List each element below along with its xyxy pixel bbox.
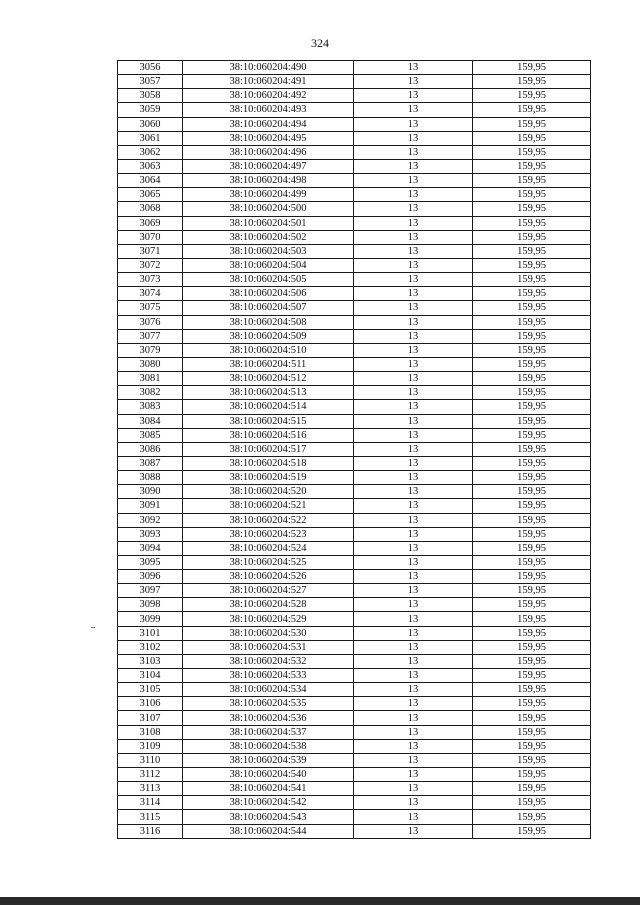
table-row (118, 640, 591, 654)
row-number-cell: 3073 (118, 273, 183, 287)
row-number-cell: 3082 (118, 386, 183, 400)
quantity-cell: 13 (354, 145, 473, 159)
value-cell: 159,95 (473, 386, 591, 400)
quantity-cell: 13 (354, 824, 473, 838)
quantity-cell: 13 (354, 527, 473, 541)
quantity-cell: 13 (354, 372, 473, 386)
table-row (118, 159, 591, 173)
cadastral-number-cell: 38:10:060204:529 (183, 612, 354, 626)
quantity-cell: 13 (354, 89, 473, 103)
table-row (118, 103, 591, 117)
row-number-cell: 3062 (118, 145, 183, 159)
row-number-cell: 3092 (118, 513, 183, 527)
value-cell: 159,95 (473, 584, 591, 598)
quantity-cell: 13 (354, 61, 473, 75)
table-row (118, 315, 591, 329)
quantity-cell: 13 (354, 768, 473, 782)
value-cell: 159,95 (473, 103, 591, 117)
table-row (118, 244, 591, 258)
quantity-cell: 13 (354, 386, 473, 400)
value-cell: 159,95 (473, 329, 591, 343)
quantity-cell: 13 (354, 202, 473, 216)
row-number-cell: 3108 (118, 725, 183, 739)
table-row (118, 768, 591, 782)
table-row (118, 485, 591, 499)
cadastral-number-cell: 38:10:060204:523 (183, 527, 354, 541)
table-row (118, 329, 591, 343)
table-row (118, 428, 591, 442)
value-cell: 159,95 (473, 598, 591, 612)
table-row (118, 414, 591, 428)
value-cell: 159,95 (473, 442, 591, 456)
value-cell: 159,95 (473, 145, 591, 159)
table-body (118, 61, 591, 839)
row-number-cell: 3094 (118, 541, 183, 555)
table-row (118, 442, 591, 456)
quantity-cell: 13 (354, 612, 473, 626)
quantity-cell: 13 (354, 697, 473, 711)
table-row (118, 117, 591, 131)
quantity-cell: 13 (354, 570, 473, 584)
cadastral-number-cell: 38:10:060204:507 (183, 301, 354, 315)
value-cell: 159,95 (473, 343, 591, 357)
table-row (118, 89, 591, 103)
cadastral-number-cell: 38:10:060204:493 (183, 103, 354, 117)
value-cell: 159,95 (473, 626, 591, 640)
value-cell: 159,95 (473, 669, 591, 683)
row-number-cell: 3109 (118, 739, 183, 753)
table-row (118, 372, 591, 386)
value-cell: 159,95 (473, 796, 591, 810)
quantity-cell: 13 (354, 273, 473, 287)
cadastral-number-cell: 38:10:060204:519 (183, 471, 354, 485)
row-number-cell: 3086 (118, 442, 183, 456)
row-number-cell: 3061 (118, 131, 183, 145)
value-cell: 159,95 (473, 400, 591, 414)
row-number-cell: 3110 (118, 753, 183, 767)
cadastral-number-cell: 38:10:060204:508 (183, 315, 354, 329)
value-cell: 159,95 (473, 570, 591, 584)
table-row (118, 75, 591, 89)
cadastral-number-cell: 38:10:060204:516 (183, 428, 354, 442)
table-row (118, 654, 591, 668)
row-number-cell: 3069 (118, 216, 183, 230)
row-number-cell: 3081 (118, 372, 183, 386)
table-row (118, 386, 591, 400)
row-number-cell: 3080 (118, 357, 183, 371)
row-number-cell: 3056 (118, 61, 183, 75)
table-row (118, 273, 591, 287)
cadastral-number-cell: 38:10:060204:490 (183, 61, 354, 75)
value-cell: 159,95 (473, 428, 591, 442)
cadastral-number-cell: 38:10:060204:534 (183, 683, 354, 697)
row-number-cell: 3083 (118, 400, 183, 414)
quantity-cell: 13 (354, 428, 473, 442)
cadastral-number-cell: 38:10:060204:512 (183, 372, 354, 386)
table-row (118, 499, 591, 513)
value-cell: 159,95 (473, 159, 591, 173)
cadastral-number-cell: 38:10:060204:511 (183, 357, 354, 371)
row-number-cell: 3065 (118, 188, 183, 202)
row-number-cell: 3112 (118, 768, 183, 782)
table-row (118, 258, 591, 272)
quantity-cell: 13 (354, 117, 473, 131)
quantity-cell: 13 (354, 584, 473, 598)
value-cell: 159,95 (473, 315, 591, 329)
quantity-cell: 13 (354, 711, 473, 725)
table-row (118, 612, 591, 626)
table-row (118, 711, 591, 725)
quantity-cell: 13 (354, 357, 473, 371)
value-cell: 159,95 (473, 230, 591, 244)
value-cell: 159,95 (473, 75, 591, 89)
cadastral-number-cell: 38:10:060204:496 (183, 145, 354, 159)
row-number-cell: 3084 (118, 414, 183, 428)
table-row (118, 541, 591, 555)
row-number-cell: 3068 (118, 202, 183, 216)
table-row (118, 131, 591, 145)
row-number-cell: 3104 (118, 669, 183, 683)
table-row (118, 456, 591, 470)
table-row (118, 739, 591, 753)
value-cell: 159,95 (473, 89, 591, 103)
table-row (118, 61, 591, 75)
row-number-cell: 3057 (118, 75, 183, 89)
row-number-cell: 3095 (118, 555, 183, 569)
table-row (118, 287, 591, 301)
quantity-cell: 13 (354, 174, 473, 188)
cadastral-number-cell: 38:10:060204:526 (183, 570, 354, 584)
cadastral-number-cell: 38:10:060204:543 (183, 810, 354, 824)
cadastral-number-cell: 38:10:060204:510 (183, 343, 354, 357)
row-number-cell: 3059 (118, 103, 183, 117)
value-cell: 159,95 (473, 697, 591, 711)
cadastral-number-cell: 38:10:060204:499 (183, 188, 354, 202)
row-number-cell: 3103 (118, 654, 183, 668)
quantity-cell: 13 (354, 499, 473, 513)
table-row (118, 202, 591, 216)
row-number-cell: 3074 (118, 287, 183, 301)
row-number-cell: 3113 (118, 782, 183, 796)
table-row (118, 669, 591, 683)
row-number-cell: 3114 (118, 796, 183, 810)
value-cell: 159,95 (473, 216, 591, 230)
value-cell: 159,95 (473, 174, 591, 188)
value-cell: 159,95 (473, 527, 591, 541)
cadastral-number-cell: 38:10:060204:504 (183, 258, 354, 272)
value-cell: 159,95 (473, 683, 591, 697)
value-cell: 159,95 (473, 61, 591, 75)
row-number-cell: 3075 (118, 301, 183, 315)
page-number: 324 (311, 36, 329, 50)
value-cell: 159,95 (473, 824, 591, 838)
cadastral-number-cell: 38:10:060204:544 (183, 824, 354, 838)
cadastral-number-cell: 38:10:060204:492 (183, 89, 354, 103)
cadastral-number-cell: 38:10:060204:540 (183, 768, 354, 782)
quantity-cell: 13 (354, 471, 473, 485)
value-cell: 159,95 (473, 202, 591, 216)
value-cell: 159,95 (473, 244, 591, 258)
quantity-cell: 13 (354, 343, 473, 357)
table-row (118, 570, 591, 584)
cadastral-number-cell: 38:10:060204:506 (183, 287, 354, 301)
row-number-cell: 3099 (118, 612, 183, 626)
cadastral-number-cell: 38:10:060204:532 (183, 654, 354, 668)
cadastral-number-cell: 38:10:060204:500 (183, 202, 354, 216)
row-number-cell: 3076 (118, 315, 183, 329)
table-row (118, 230, 591, 244)
table-row (118, 343, 591, 357)
cadastral-number-cell: 38:10:060204:525 (183, 555, 354, 569)
cadastral-number-cell: 38:10:060204:537 (183, 725, 354, 739)
cadastral-number-cell: 38:10:060204:505 (183, 273, 354, 287)
row-number-cell: 3077 (118, 329, 183, 343)
quantity-cell: 13 (354, 244, 473, 258)
row-number-cell: 3106 (118, 697, 183, 711)
row-number-cell: 3079 (118, 343, 183, 357)
quantity-cell: 13 (354, 782, 473, 796)
row-number-cell: 3093 (118, 527, 183, 541)
row-number-cell: 3097 (118, 584, 183, 598)
quantity-cell: 13 (354, 541, 473, 555)
quantity-cell: 13 (354, 103, 473, 117)
quantity-cell: 13 (354, 329, 473, 343)
cadastral-number-cell: 38:10:060204:501 (183, 216, 354, 230)
table-row (118, 796, 591, 810)
value-cell: 159,95 (473, 612, 591, 626)
value-cell: 159,95 (473, 471, 591, 485)
table-row (118, 188, 591, 202)
value-cell: 159,95 (473, 372, 591, 386)
row-number-cell: 3091 (118, 499, 183, 513)
cadastral-number-cell: 38:10:060204:495 (183, 131, 354, 145)
row-number-cell: 3116 (118, 824, 183, 838)
row-number-cell: 3072 (118, 258, 183, 272)
row-number-cell: 3088 (118, 471, 183, 485)
quantity-cell: 13 (354, 654, 473, 668)
cadastral-number-cell: 38:10:060204:509 (183, 329, 354, 343)
table-row (118, 810, 591, 824)
quantity-cell: 13 (354, 626, 473, 640)
cadastral-number-cell: 38:10:060204:538 (183, 739, 354, 753)
quantity-cell: 13 (354, 485, 473, 499)
quantity-cell: 13 (354, 725, 473, 739)
row-number-cell: 3107 (118, 711, 183, 725)
cadastral-number-cell: 38:10:060204:530 (183, 626, 354, 640)
table-row (118, 174, 591, 188)
table-row (118, 626, 591, 640)
quantity-cell: 13 (354, 75, 473, 89)
quantity-cell: 13 (354, 400, 473, 414)
quantity-cell: 13 (354, 216, 473, 230)
quantity-cell: 13 (354, 159, 473, 173)
table-row (118, 782, 591, 796)
cadastral-number-cell: 38:10:060204:503 (183, 244, 354, 258)
quantity-cell: 13 (354, 669, 473, 683)
table-row (118, 598, 591, 612)
table-row (118, 513, 591, 527)
value-cell: 159,95 (473, 414, 591, 428)
row-number-cell: 3098 (118, 598, 183, 612)
cadastral-number-cell: 38:10:060204:497 (183, 159, 354, 173)
cadastral-number-cell: 38:10:060204:528 (183, 598, 354, 612)
cadastral-number-cell: 38:10:060204:524 (183, 541, 354, 555)
quantity-cell: 13 (354, 640, 473, 654)
value-cell: 159,95 (473, 485, 591, 499)
quantity-cell: 13 (354, 188, 473, 202)
quantity-cell: 13 (354, 739, 473, 753)
value-cell: 159,95 (473, 640, 591, 654)
cadastral-number-cell: 38:10:060204:520 (183, 485, 354, 499)
table-row (118, 400, 591, 414)
row-number-cell: 3105 (118, 683, 183, 697)
table-row (118, 555, 591, 569)
row-number-cell: 3071 (118, 244, 183, 258)
cadastral-number-cell: 38:10:060204:514 (183, 400, 354, 414)
value-cell: 159,95 (473, 287, 591, 301)
row-number-cell: 3060 (118, 117, 183, 131)
row-number-cell: 3058 (118, 89, 183, 103)
value-cell: 159,95 (473, 499, 591, 513)
cadastral-number-cell: 38:10:060204:536 (183, 711, 354, 725)
table-row (118, 216, 591, 230)
value-cell: 159,95 (473, 541, 591, 555)
table-row (118, 584, 591, 598)
value-cell: 159,95 (473, 782, 591, 796)
table-row (118, 527, 591, 541)
quantity-cell: 13 (354, 315, 473, 329)
value-cell: 159,95 (473, 810, 591, 824)
cadastral-number-cell: 38:10:060204:527 (183, 584, 354, 598)
cadastral-number-cell: 38:10:060204:533 (183, 669, 354, 683)
cadastral-number-cell: 38:10:060204:517 (183, 442, 354, 456)
quantity-cell: 13 (354, 287, 473, 301)
quantity-cell: 13 (354, 810, 473, 824)
value-cell: 159,95 (473, 301, 591, 315)
quantity-cell: 13 (354, 796, 473, 810)
cadastral-number-cell: 38:10:060204:535 (183, 697, 354, 711)
quantity-cell: 13 (354, 456, 473, 470)
table-row (118, 753, 591, 767)
cadastral-number-cell: 38:10:060204:502 (183, 230, 354, 244)
table-row (118, 683, 591, 697)
quantity-cell: 13 (354, 258, 473, 272)
cadastral-number-cell: 38:10:060204:522 (183, 513, 354, 527)
quantity-cell: 13 (354, 753, 473, 767)
row-number-cell: 3096 (118, 570, 183, 584)
quantity-cell: 13 (354, 230, 473, 244)
cadastral-number-cell: 38:10:060204:494 (183, 117, 354, 131)
quantity-cell: 13 (354, 555, 473, 569)
value-cell: 159,95 (473, 258, 591, 272)
value-cell: 159,95 (473, 357, 591, 371)
cadastral-number-cell: 38:10:060204:491 (183, 75, 354, 89)
cadastral-number-cell: 38:10:060204:515 (183, 414, 354, 428)
cadastral-number-cell: 38:10:060204:518 (183, 456, 354, 470)
quantity-cell: 13 (354, 131, 473, 145)
row-number-cell: 3090 (118, 485, 183, 499)
row-number-cell: 3115 (118, 810, 183, 824)
table-row (118, 357, 591, 371)
cadastral-number-cell: 38:10:060204:513 (183, 386, 354, 400)
quantity-cell: 13 (354, 598, 473, 612)
table-row (118, 471, 591, 485)
value-cell: 159,95 (473, 711, 591, 725)
value-cell: 159,95 (473, 768, 591, 782)
table-row (118, 301, 591, 315)
value-cell: 159,95 (473, 131, 591, 145)
value-cell: 159,95 (473, 273, 591, 287)
row-number-cell: 3085 (118, 428, 183, 442)
row-number-cell: 3087 (118, 456, 183, 470)
row-number-cell: 3063 (118, 159, 183, 173)
table-row (118, 824, 591, 838)
quantity-cell: 13 (354, 683, 473, 697)
cadastral-number-cell: 38:10:060204:541 (183, 782, 354, 796)
cadastral-number-cell: 38:10:060204:531 (183, 640, 354, 654)
cadastral-number-cell: 38:10:060204:539 (183, 753, 354, 767)
row-number-cell: 3102 (118, 640, 183, 654)
cadastral-number-cell: 38:10:060204:542 (183, 796, 354, 810)
value-cell: 159,95 (473, 117, 591, 131)
table-row (118, 697, 591, 711)
quantity-cell: 13 (354, 513, 473, 527)
value-cell: 159,95 (473, 513, 591, 527)
scan-bottom-edge (0, 897, 640, 905)
cadastral-number-cell: 38:10:060204:498 (183, 174, 354, 188)
quantity-cell: 13 (354, 301, 473, 315)
value-cell: 159,95 (473, 555, 591, 569)
value-cell: 159,95 (473, 456, 591, 470)
value-cell: 159,95 (473, 753, 591, 767)
row-number-cell: 3064 (118, 174, 183, 188)
row-number-cell: 3070 (118, 230, 183, 244)
cadastral-number-cell: 38:10:060204:521 (183, 499, 354, 513)
table-row (118, 725, 591, 739)
row-number-cell: 3101 (118, 626, 183, 640)
value-cell: 159,95 (473, 654, 591, 668)
quantity-cell: 13 (354, 442, 473, 456)
table-row (118, 145, 591, 159)
quantity-cell: 13 (354, 414, 473, 428)
value-cell: 159,95 (473, 739, 591, 753)
value-cell: 159,95 (473, 188, 591, 202)
value-cell: 159,95 (473, 725, 591, 739)
scan-mark (91, 627, 95, 628)
cadastral-register-table (117, 60, 591, 839)
